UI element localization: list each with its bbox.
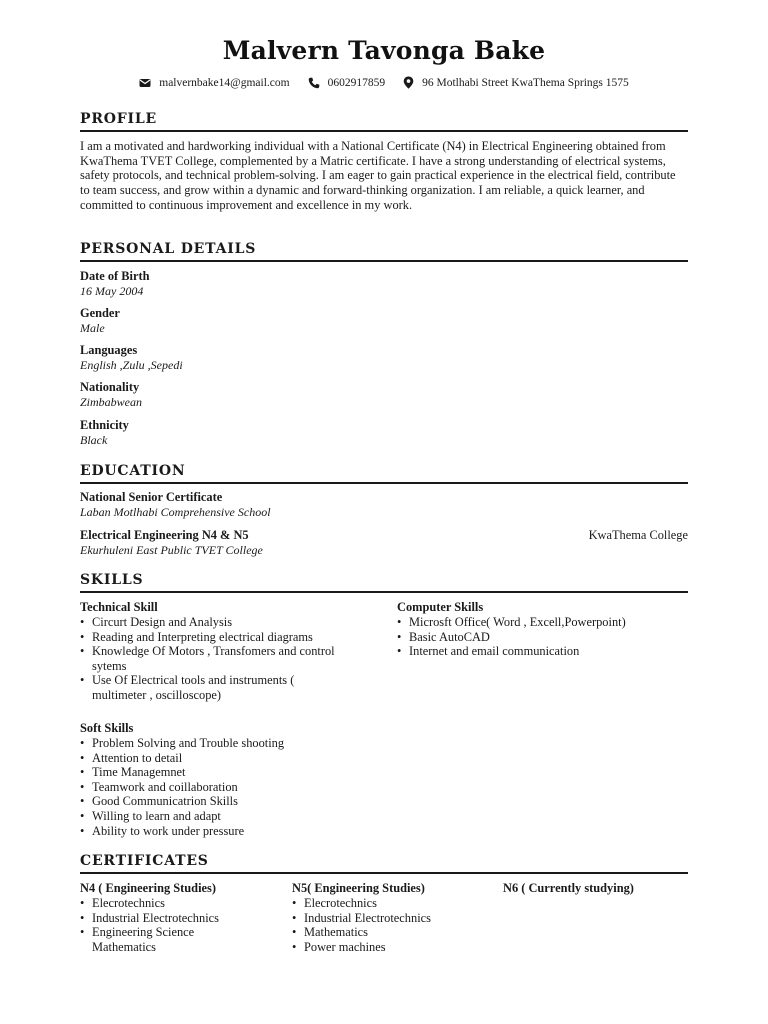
education-item [80,490,688,520]
list-item: • Power machines [292,940,492,955]
education-institution: KwaThema College [588,528,688,542]
personal-label: Gender [80,306,120,320]
certificate-title: N5( Engineering Studies) [292,881,425,895]
personal-item-gender [80,306,120,336]
soft-skills-list [80,736,370,838]
certificate-n5 [292,881,492,954]
contact-address [403,76,629,89]
location-pin-icon [403,76,414,89]
technical-skills [80,600,370,703]
list-item: • Internet and email communication [397,644,688,659]
education-title: Electrical Engineering N4 & N5 [80,528,249,542]
technical-skills-title: Technical Skill [80,600,158,614]
computer-skills-list [397,615,688,659]
list-item: • Good Communicatrion Skills [80,794,370,809]
list-item: • Industrial Electrotechnics [292,911,492,926]
list-item: • Reading and Interpreting electrical diagrams [80,630,370,645]
list-item: • Time Managemnet [80,765,370,780]
education-school: Laban Motlhabi Comprehensive School [80,505,271,519]
list-item: • Problem Solving and Trouble shooting [80,736,370,751]
list-item: • Willing to learn and adapt [80,809,370,824]
personal-value: Male [80,321,105,335]
soft-skills [80,721,370,838]
certificate-n4 [80,881,280,954]
personal-value: 16 May 2004 [80,284,144,298]
certificate-title: N4 ( Engineering Studies) [80,881,216,895]
personal-label: Languages [80,343,138,357]
profile-heading: PROFILE [80,111,688,132]
list-item: • Teamwork and coillaboration [80,780,370,795]
personal-item-nationality [80,380,142,410]
computer-skills [397,600,688,659]
candidate-name: Malvern Tavonga Bake [222,36,546,65]
skills-heading: SKILLS [80,572,688,593]
list-item: • Microsft Office( Word , Excell,Powerpoint) [397,615,688,630]
certificate-n6 [503,881,688,896]
personal-details-heading: PERSONAL DETAILS [80,241,688,262]
list-item: • Circurt Design and Analysis [80,615,370,630]
certificate-subjects [292,896,492,954]
personal-value: Zimbabwean [80,395,143,409]
list-item: • Engineering Science Mathematics [80,925,232,954]
personal-item-languages [80,343,183,373]
personal-label: Nationality [80,380,140,394]
certificate-title: N6 ( Currently studying) [503,881,634,895]
certificate-subjects [80,896,280,954]
contact-phone [308,76,386,89]
list-item: • Elecrotechnics [292,896,492,911]
computer-skills-title: Computer Skills [397,600,484,614]
education-school: Ekurhuleni East Public TVET College [80,543,263,557]
list-item: • Elecrotechnics [80,896,280,911]
personal-label: Ethnicity [80,418,129,432]
contact-bar [80,76,688,89]
email-text: malvernbake14@gmail.com [159,76,290,89]
personal-value: English ,Zulu ,Sepedi [80,358,183,372]
list-item: • Knowledge Of Motors , Transfomers and control sytems [80,644,354,673]
education-heading: EDUCATION [80,463,688,484]
education-item [80,528,688,558]
certificates-heading: CERTIFICATES [80,853,688,874]
personal-label: Date of Birth [80,269,150,283]
list-item: • Attention to detail [80,751,370,766]
personal-item-ethnicity [80,418,129,448]
list-item: • Basic AutoCAD [397,630,688,645]
education-title: National Senior Certificate [80,490,223,504]
phone-text: 0602917859 [327,76,386,89]
list-item: • Use Of Electrical tools and instruments ( multimeter , oscilloscope) [80,673,342,702]
profile-text: I am a motivated and hardworking individual with a National Certificate (N4) in Electrical Engineering obtained from KwaThema TVET College, complemented by a Matric certificate. I have a strong understanding of electrical systems, safety protocols, and technical problem-solving. I am eager to gain practical experience in the electrical field, contribute to team success, and grow within a dynamic and forward-thinking organization. I am reliable, a quick learner, and committed to continuous improvement and excellence in my work. [80,139,676,212]
list-item: • Industrial Electrotechnics [80,911,280,926]
list-item: • Mathematics [292,925,492,940]
contact-email [139,76,289,89]
technical-skills-list [80,615,370,703]
soft-skills-title: Soft Skills [80,721,134,735]
personal-item-dob [80,269,150,299]
envelope-icon [139,78,151,88]
address-text: 96 Motlhabi Street KwaThema Springs 1575 [422,76,629,89]
personal-value: Black [80,433,108,447]
list-item: • Ability to work under pressure [80,824,370,839]
phone-icon [308,77,320,89]
